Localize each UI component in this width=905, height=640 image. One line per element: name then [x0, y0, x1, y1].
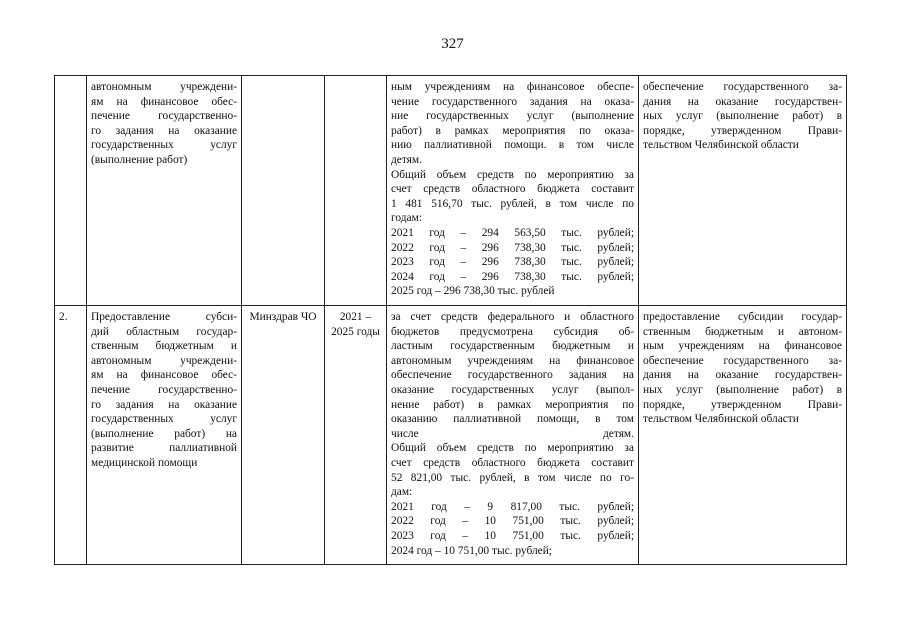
text-line: обеспечение государственного за-	[643, 81, 842, 93]
text-line: ние государственных услуг (выполнение	[391, 110, 634, 123]
text-line: медицинской помощи	[91, 456, 198, 469]
text-line: автономным учреждени-	[91, 81, 237, 93]
text-line: работ) в рамках мероприятия по оказа-	[391, 124, 634, 137]
text-line: (выполнение работ) на	[91, 427, 237, 440]
measure-description-cell	[387, 76, 639, 306]
text-line: нение работ) в рамках мероприятия по	[391, 398, 634, 411]
executor-cell	[242, 76, 325, 306]
text-line: 2022 год – 10 751,00 тыс. рублей;	[391, 515, 634, 528]
text-line: 2024 год – 296 738,30 тыс. рублей;	[391, 270, 634, 283]
text-line: ям на финансовое обес-	[91, 369, 237, 382]
text-line: Общий объем средств по мероприятию за	[391, 168, 634, 181]
text-line: 1 481 516,70 тыс. рублей, в том числе по	[391, 197, 634, 210]
measure-name-cell	[87, 306, 242, 565]
text-line: ластным государственным бюджетным и	[391, 340, 634, 353]
text-line: государственных услуг	[91, 139, 237, 152]
text-line: числе детям.	[391, 427, 634, 440]
text-line: 2023 год – 10 751,00 тыс. рублей;	[391, 529, 634, 542]
text-line: го задания на оказание	[91, 124, 237, 137]
text-line: чение государственного задания на оказа-	[391, 95, 634, 108]
text-line: ным учреждениям на финансовое	[643, 340, 842, 353]
table-row	[55, 76, 847, 306]
text-line: ным учреждениям на финансовое обеспе-	[391, 81, 634, 93]
text-line: ственным бюджетным и автоном-	[643, 325, 842, 338]
text-line: 2021 год – 294 563,50 тыс. рублей;	[391, 226, 634, 239]
measure-name-cell	[87, 76, 242, 306]
row-number-cell: 2.	[55, 306, 87, 565]
text-line: дания на оказание государствен-	[643, 369, 842, 382]
executor-cell: Минздрав ЧО	[242, 306, 325, 565]
measures-table	[54, 75, 847, 565]
text-line: ям на финансовое обес-	[91, 95, 237, 108]
text-line: тельством Челябинской области	[643, 413, 799, 426]
text-line: 2021 год – 9 817,00 тыс. рублей;	[391, 500, 634, 513]
text-line: дам:	[391, 486, 413, 499]
text-line: дий областным государ-	[91, 325, 237, 338]
measure-description-cell	[387, 306, 639, 565]
text-line: за счет средств федерального и областного	[391, 311, 634, 323]
text-line: бюджетов предусмотрена субсидия об-	[391, 325, 634, 338]
text-line: 2024 год – 10 751,00 тыс. рублей;	[391, 544, 552, 557]
text-line: порядке, утвержденном Прави-	[643, 398, 842, 411]
text-line: печение государственно-	[91, 110, 237, 123]
basis-cell	[639, 76, 847, 306]
text-line: ных услуг (выполнение работ) в	[643, 110, 842, 123]
text-line: Предоставление субси-	[91, 311, 237, 323]
text-line: печение государственно-	[91, 383, 237, 396]
text-line: предоставление субсидии государ-	[643, 311, 842, 323]
table-row	[55, 306, 847, 565]
text-line: оказание государственных услуг (выпол-	[391, 383, 634, 396]
text-line: нию паллиативной помощи. в том числе	[391, 139, 634, 152]
text-line: порядке, утвержденном Прави-	[643, 124, 842, 137]
text-line: оказанию паллиативной помощи, в том	[391, 413, 634, 426]
row-number-cell	[55, 76, 87, 306]
text-line: автономным учреждени-	[91, 354, 237, 367]
text-line: автономным учреждениям на финансовое	[391, 354, 634, 367]
text-line: развитие паллиативной	[91, 442, 237, 455]
basis-cell	[639, 306, 847, 565]
period-cell	[325, 76, 387, 306]
text-line: счет средств областного бюджета составит	[391, 456, 634, 469]
text-line: (выполнение работ)	[91, 153, 188, 166]
text-line: годам:	[391, 212, 422, 225]
text-line: Общий объем средств по мероприятию за	[391, 442, 634, 455]
text-line: обеспечение государственного за-	[643, 354, 842, 367]
period-cell: 2021 – 2025 годы	[325, 306, 387, 565]
text-line: дания на оказание государствен-	[643, 95, 842, 108]
text-line: ственным бюджетным и	[91, 340, 237, 353]
text-line: государственных услуг	[91, 413, 237, 426]
text-line: детям.	[391, 153, 422, 166]
text-line: 2023 год – 296 738,30 тыс. рублей;	[391, 256, 634, 269]
page-number: 327	[441, 36, 464, 52]
text-line: обеспечение государственного задания на	[391, 369, 634, 382]
text-line: ных услуг (выполнение работ) в	[643, 383, 842, 396]
text-line: 2022 год – 296 738,30 тыс. рублей;	[391, 241, 634, 254]
text-line: 2025 год – 296 738,30 тыс. рублей	[391, 285, 555, 298]
text-line: тельством Челябинской области	[643, 139, 799, 152]
text-line: 52 821,00 тыс. рублей, в том числе по го-	[391, 471, 634, 484]
text-line: го задания на оказание	[91, 398, 237, 411]
text-line: счет средств областного бюджета составит	[391, 183, 634, 196]
